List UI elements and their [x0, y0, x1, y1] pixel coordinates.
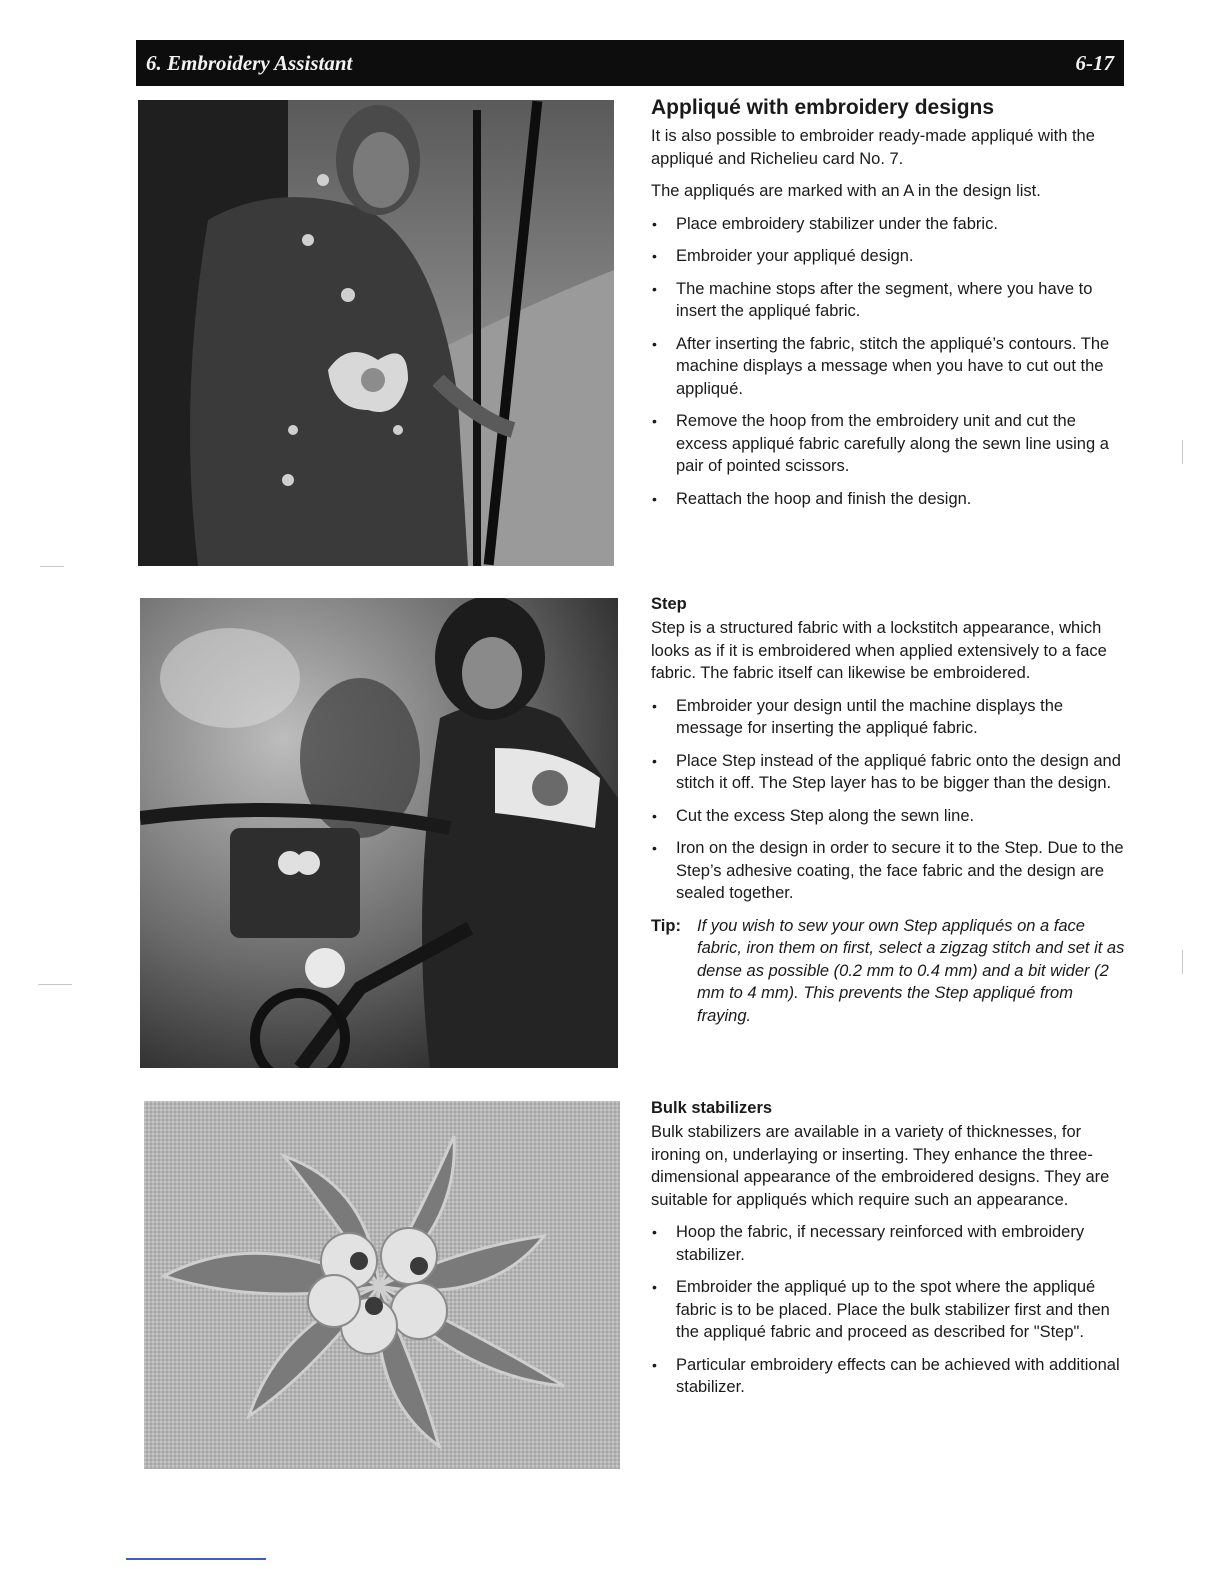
photo-flower-applique: [144, 1101, 620, 1469]
bulk-steps-list: [651, 1221, 1129, 1399]
photo-embroidered-jacket: [138, 100, 614, 566]
bullet: •: [652, 248, 657, 264]
list-item: • Embroider the appliqué up to the spot where the appliqué fabric is to be placed. Place the bulk stabilizer first and then the appliqué fabric and proceed as described for "Step".: [652, 1278, 1110, 1341]
bullet: •: [652, 1279, 657, 1295]
list-item: • After inserting the fabric, stitch the appliqué’s contours. The machine displays a message when you have to cut out the appliqué.: [652, 334, 1110, 398]
list-item: • Hoop the fabric, if necessary reinforced with embroidery stabilizer.: [652, 1223, 1085, 1264]
step-heading: Step: [651, 595, 687, 613]
margin-mark: [1182, 440, 1183, 464]
list-item: • Cut the excess Step along the sewn line.: [651, 805, 1129, 828]
bullet: •: [652, 697, 657, 714]
tip-label: Tip:: [651, 916, 681, 935]
list-item: • Reattach the hoop and finish the design.: [651, 488, 1129, 511]
page-number: 6-17: [1075, 51, 1114, 75]
bullet: •: [652, 752, 657, 769]
step-intro: Step is a structured fabric with a lockstitch appearance, which looks as if it is embroidered when applied extensively to a face fabric. The fabric itself can likewise be embroidered.: [651, 619, 1107, 682]
list-item: • Embroider your design until the machine displays the message for inserting the appliqué fabric.: [652, 696, 1064, 737]
applique-steps-list: [651, 213, 1129, 511]
list-item: • Particular embroidery effects can be achieved with additional stabilizer.: [652, 1355, 1120, 1396]
section-step: [651, 593, 1129, 1027]
list-item: • Embroider your appliqué design.: [651, 245, 1129, 268]
bullet: •: [652, 413, 657, 429]
section-title: 6. Embroidery Assistant: [146, 51, 353, 75]
bullet: •: [652, 840, 657, 856]
bullet: •: [652, 807, 657, 824]
list-item: • Place embroidery stabilizer under the fabric.: [651, 213, 1129, 236]
list-item: • Remove the hoop from the embroidery unit and cut the excess appliqué fabric carefully along the sewn line using a pair of pointed scissors.: [652, 412, 1109, 475]
bullet: •: [652, 335, 657, 352]
list-item: • Iron on the design in order to secure it to the Step. Due to the Step’s adhesive coating, the face fabric and the design are sealed together.: [652, 839, 1124, 902]
tip-text: If you wish to sew your own Step appliqués on a face fabric, iron them on first, select a zigzag stitch and set it as dense as possible (0.2 mm to 0.4 mm) and a bit wider (2 mm to 4 mm). This prevents the Step appliqué from fraying.: [697, 916, 1125, 1025]
margin-mark: [1182, 950, 1183, 974]
applique-marked-note: The appliqués are marked with an A in the design list.: [651, 182, 1041, 200]
bullet: •: [652, 490, 657, 507]
section-bulk-stabilizers: [651, 1097, 1129, 1409]
bullet: •: [652, 280, 657, 297]
bullet: •: [652, 1224, 657, 1240]
page-header-bar: [136, 40, 1124, 86]
bulk-intro: Bulk stabilizers are available in a variety of thicknesses, for ironing on, underlaying or inserting. They enhance the three-dimensional appearance of the embroidered designs. They are suitable for appliqués which require such an appearance.: [651, 1123, 1110, 1209]
applique-heading: Appliqué with embroidery designs: [651, 96, 995, 119]
list-item: • Place Step instead of the appliqué fabric onto the design and stitch it off. The Step layer has to be bigger than the design.: [652, 751, 1121, 792]
tip-note: [651, 915, 1129, 1028]
bulk-heading: Bulk stabilizers: [651, 1099, 773, 1117]
margin-mark: [38, 984, 72, 985]
step-steps-list: [651, 695, 1129, 905]
footer-rule: [126, 1558, 266, 1560]
list-item: • The machine stops after the segment, where you have to insert the appliqué fabric.: [652, 279, 1093, 320]
section-applique: [651, 95, 1129, 520]
applique-intro: It is also possible to embroider ready-made appliqué with the appliqué and Richelieu card No. 7.: [651, 127, 1095, 168]
bullet: •: [652, 1356, 657, 1373]
bullet: •: [652, 215, 657, 232]
margin-mark: [40, 566, 64, 567]
photo-bicycle: [140, 598, 618, 1068]
